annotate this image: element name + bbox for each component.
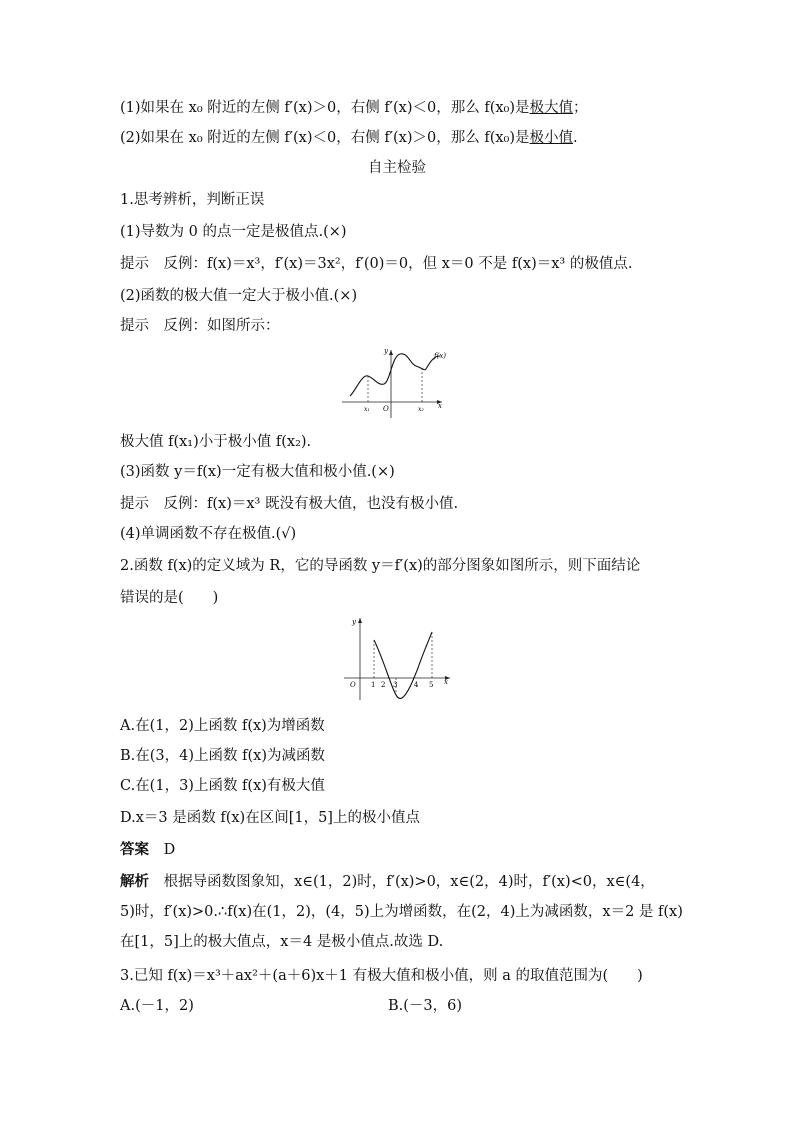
figure-1-function-curve: [350, 354, 440, 396]
figure-1-x-label: x: [438, 402, 442, 410]
question-3-option-b: B.(－3，6): [388, 998, 463, 1014]
answer-line: [120, 840, 680, 860]
question-2-line-2: 错误的是( ): [120, 590, 219, 606]
question-1-item-4: (4)单调函数不存在极值.(√): [120, 526, 297, 542]
text-line-2: (2)如果在 x₀ 附近的左侧 f′(x)＜0，右侧 f′(x)＞0，那么 f(x₀)是极小值.: [120, 130, 578, 146]
answer-value: D: [163, 842, 176, 858]
solution-line-3: 在[1，5]上的极大值点，x＝4 是极小值点.故选 D.: [120, 934, 444, 950]
solution-line-1: 解析 根据导函数图象知，x∈(1，2)时，f′(x)>0，x∈(2，4)时，f′(x)<0，x∈(4，: [120, 873, 655, 890]
question-1-item-1-hint: 提示 反例：f(x)＝x³，f′(x)＝3x²，f′(0)＝0，但 x＝0 不是 f(x)＝x³ 的极值点.: [120, 256, 633, 272]
question-1-item-1: (1)导数为 0 的点一定是极值点.(×): [120, 224, 347, 240]
figure-2-y-label: y: [352, 618, 356, 626]
question-2-option-c: C.在(1，3)上函数 f(x)有极大值: [120, 778, 325, 794]
solution-label: 解析: [120, 873, 149, 890]
figure-2-tick-4: 4: [414, 681, 419, 689]
question-3-option-a: A.(－1，2): [120, 998, 194, 1014]
figure-1-curve-label: f(x): [434, 352, 447, 360]
figure-2-tick-2: 2: [381, 681, 386, 689]
question-2-option-a: A.在(1，2)上函数 f(x)为增函数: [120, 718, 325, 734]
question-2-option-d: D.x＝3 是函数 f(x)在区间[1，5]上的极小值点: [120, 810, 420, 826]
figure-2-y-arrow: [358, 618, 362, 623]
figure-2-tick-3: 3: [393, 681, 398, 689]
figure-1-origin-label: O: [383, 405, 389, 413]
figure-1-x1-label: x₁: [364, 406, 370, 413]
answer-label: 答案: [120, 841, 149, 858]
figure-1-y-arrow: [389, 350, 393, 355]
underlined-term: 极小值: [529, 130, 573, 146]
question-3-options: [120, 996, 680, 1016]
section-title: 自主检验: [368, 160, 426, 176]
figure-2-derivative-graph: [340, 612, 460, 704]
question-2-line-1: 2.函数 f(x)的定义域为 R，它的导函数 y＝f′(x)的部分图象如图所示，则下面结论: [120, 558, 641, 574]
figure-2-tick-1: 1: [371, 681, 376, 689]
question-1-item-2-conclusion: 极大值 f(x₁)小于极小值 f(x₂).: [120, 434, 312, 450]
solution-line-2: 5)时，f′(x)>0.∴f(x)在(1，2)，(4，5)上为增函数，在(2，4)上为减函数，x＝2 是 f(x): [120, 904, 683, 920]
question-1-item-2: (2)函数的极大值一定大于极小值.(×): [120, 288, 358, 304]
question-1-item-2-hint: 提示 反例：如图所示：: [120, 318, 280, 334]
figure-2-origin-label: O: [350, 681, 356, 689]
figure-1-y-label: y: [384, 347, 388, 355]
underlined-term: 极大值: [529, 100, 573, 116]
question-1-item-3: (3)函数 y＝f(x)一定有极大值和极小值.(×): [120, 464, 395, 480]
figure-1-x2-label: x₂: [418, 406, 424, 413]
question-3-line-1: 3.已知 f(x)＝x³＋ax²＋(a＋6)x＋1 有极大值和极小值，则 a 的取值范围为( ): [120, 968, 643, 984]
text-line-1: (1)如果在 x₀ 附近的左侧 f′(x)＞0，右侧 f′(x)＜0，那么 f(x₀)是极大值；: [120, 100, 588, 116]
figure-1-curve: [340, 344, 460, 420]
figure-2-x-label: x: [444, 678, 448, 686]
question-1-title: 1.思考辨析，判断正误: [120, 192, 265, 208]
figure-2-tick-5: 5: [429, 681, 434, 689]
question-2-option-b: B.在(3，4)上函数 f(x)为减函数: [120, 748, 325, 764]
question-1-item-3-hint: 提示 反例：f(x)＝x³ 既没有极大值，也没有极小值.: [120, 496, 459, 512]
